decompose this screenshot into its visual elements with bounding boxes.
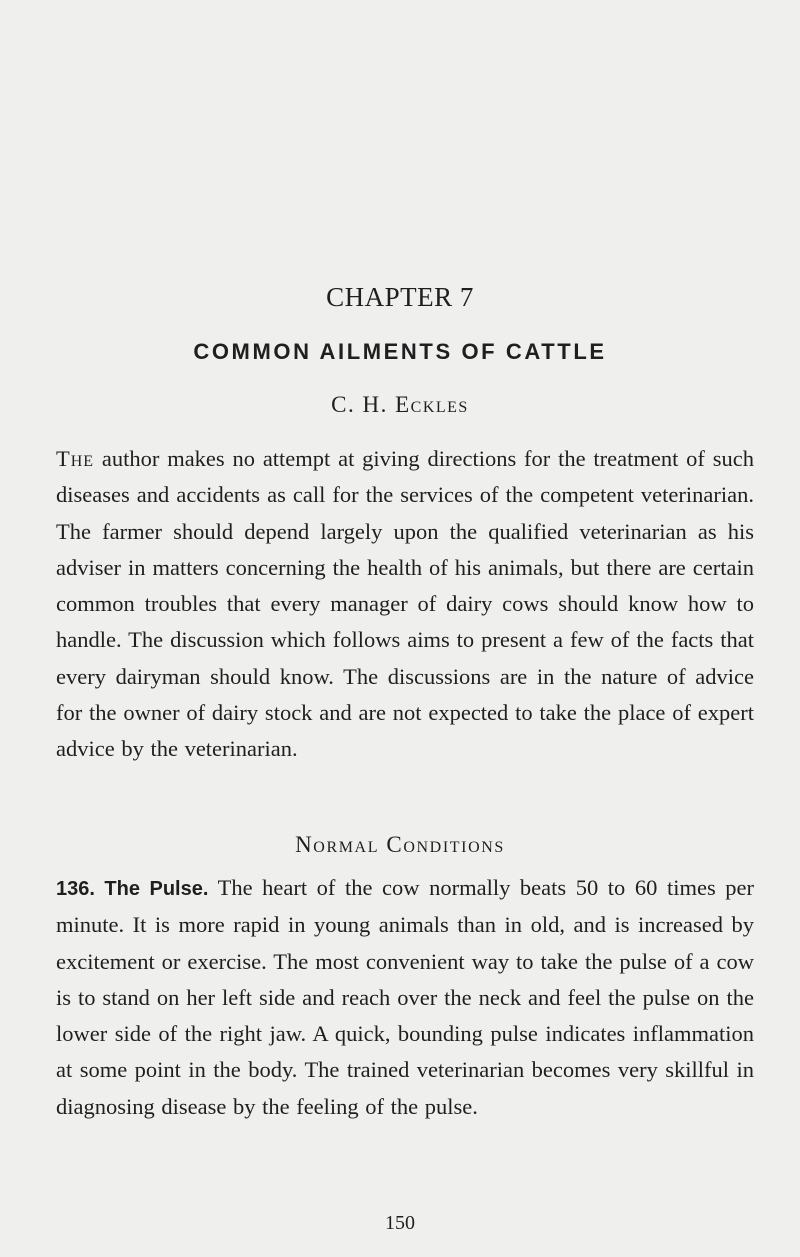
pulse-text: The heart of the cow normally beats 50 to 60 times per minute. It is more rapid in young animals than in old, and is increased by excitement or exercise. The most convenient way to take the pulse of a cow is to stand on her left side and reach over the neck and feel the pulse on the lower side of the right jaw. A quick, bounding pulse indicates inflammation at some point in the body. The trained veterinarian becomes very skillful in diagnosing disease by the feeling of the pulse.: [56, 875, 755, 1119]
author-name: C. H. Eckles: [331, 392, 469, 417]
chapter-heading: CHAPTER 7: [326, 282, 474, 312]
page-number: 150: [385, 1212, 415, 1234]
chapter-title: COMMON AILMENTS OF CATTLE: [193, 339, 607, 364]
pulse-paragraph: [56, 870, 754, 1125]
intro-text: author makes no attempt at giving directions for the treatment of such diseases and accidents as call for the services of the competent veterinarian. The farmer should depend largely upon the qualified veterinarian as his adviser in matters concerning the health of his animals, but there are certain common troubles that every manager of dairy cows should know how to handle. The discussion which follows aims to present a few of the facts that every dairyman should know. The discussions are in the nature of advice for the owner of dairy stock and are not expected to take the place of expert advice by the veterinarian.: [56, 446, 754, 762]
section-heading: Normal Conditions: [295, 832, 505, 857]
intro-lead-word: The: [56, 446, 95, 471]
paragraph-title: 136. The Pulse.: [56, 878, 209, 900]
intro-paragraph: [56, 441, 754, 768]
